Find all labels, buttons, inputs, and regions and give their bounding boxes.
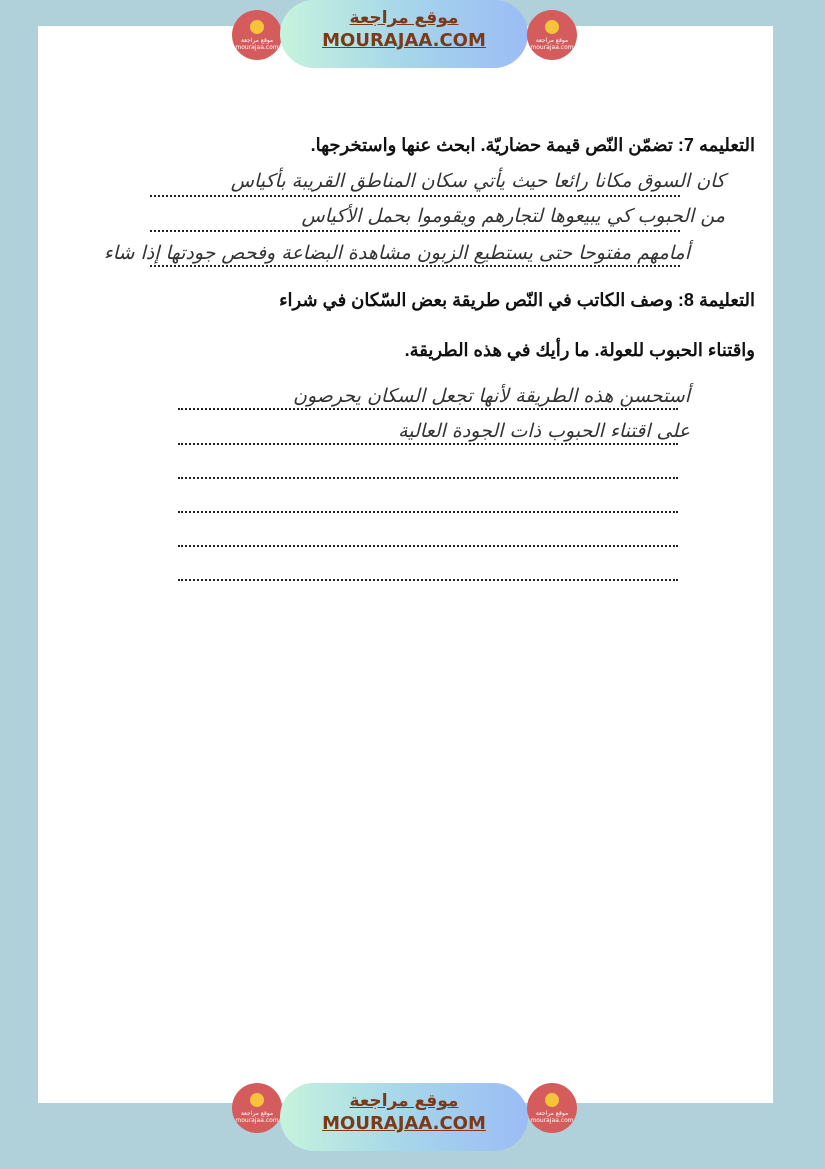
answer-line bbox=[178, 408, 678, 410]
book-logo-icon bbox=[545, 20, 559, 34]
answer-line bbox=[150, 195, 680, 197]
badge-text: موقع مراجعة mourajaa.com bbox=[235, 37, 279, 51]
question-8-line-1: التعليمة 8: وصف الكاتب في النّص طريقة بعض السّكان في شراء bbox=[279, 290, 755, 310]
site-badge-right-footer[interactable] bbox=[527, 1083, 577, 1133]
handwritten-answer-7-line-1: كان السوق مكانا رائعا حيث يأتي سكان المناطق القريبة بأكياس bbox=[230, 170, 725, 192]
site-badge-left-footer[interactable] bbox=[232, 1083, 282, 1133]
banner-arabic: موقع مراجعة bbox=[349, 1091, 459, 1111]
answer-line bbox=[150, 265, 680, 267]
site-badge-right[interactable] bbox=[527, 10, 577, 60]
site-badge-left[interactable] bbox=[232, 10, 282, 60]
badge-text: موقع مراجعة mourajaa.com bbox=[235, 1110, 279, 1124]
handwritten-answer-7-line-3: أمامهم مفتوحا حتى يستطيع الزبون مشاهدة البضاعة وفحص جودتها إذا شاء bbox=[103, 242, 690, 264]
badge-text: موقع مراجعة mourajaa.com bbox=[530, 1110, 574, 1124]
header-banner[interactable] bbox=[280, 0, 528, 68]
footer-banner[interactable] bbox=[280, 1083, 528, 1151]
badge-text: موقع مراجعة mourajaa.com bbox=[530, 37, 574, 51]
answer-line bbox=[178, 579, 678, 581]
answer-line bbox=[178, 443, 678, 445]
answer-line bbox=[178, 477, 678, 479]
answer-line bbox=[178, 511, 678, 513]
handwritten-answer-8-line-2: على اقتناء الحبوب ذات الجودة العالية bbox=[398, 420, 690, 442]
handwritten-answer-7-line-2: من الحبوب كي يبيعوها لتجارهم ويقوموا بحمل الأكياس bbox=[301, 205, 725, 227]
answer-line bbox=[178, 545, 678, 547]
handwritten-answer-8-line-1: أستحسن هذه الطريقة لأنها تجعل السكان يحرصون bbox=[293, 385, 690, 407]
book-logo-icon bbox=[545, 1093, 559, 1107]
book-logo-icon bbox=[250, 1093, 264, 1107]
banner-site[interactable]: MOURAJAA.COM bbox=[322, 30, 486, 51]
answer-line bbox=[150, 230, 680, 232]
book-logo-icon bbox=[250, 20, 264, 34]
question-7: التعليمه 7: تضمّن النّص قيمة حضاريّة. ابحث عنها واستخرجها. bbox=[310, 135, 755, 155]
banner-arabic: موقع مراجعة bbox=[349, 8, 459, 28]
question-8-line-2: واقتناء الحبوب للعولة. ما رأيك في هذه الطريقة. bbox=[404, 340, 755, 360]
banner-site[interactable]: MOURAJAA.COM bbox=[322, 1113, 486, 1134]
